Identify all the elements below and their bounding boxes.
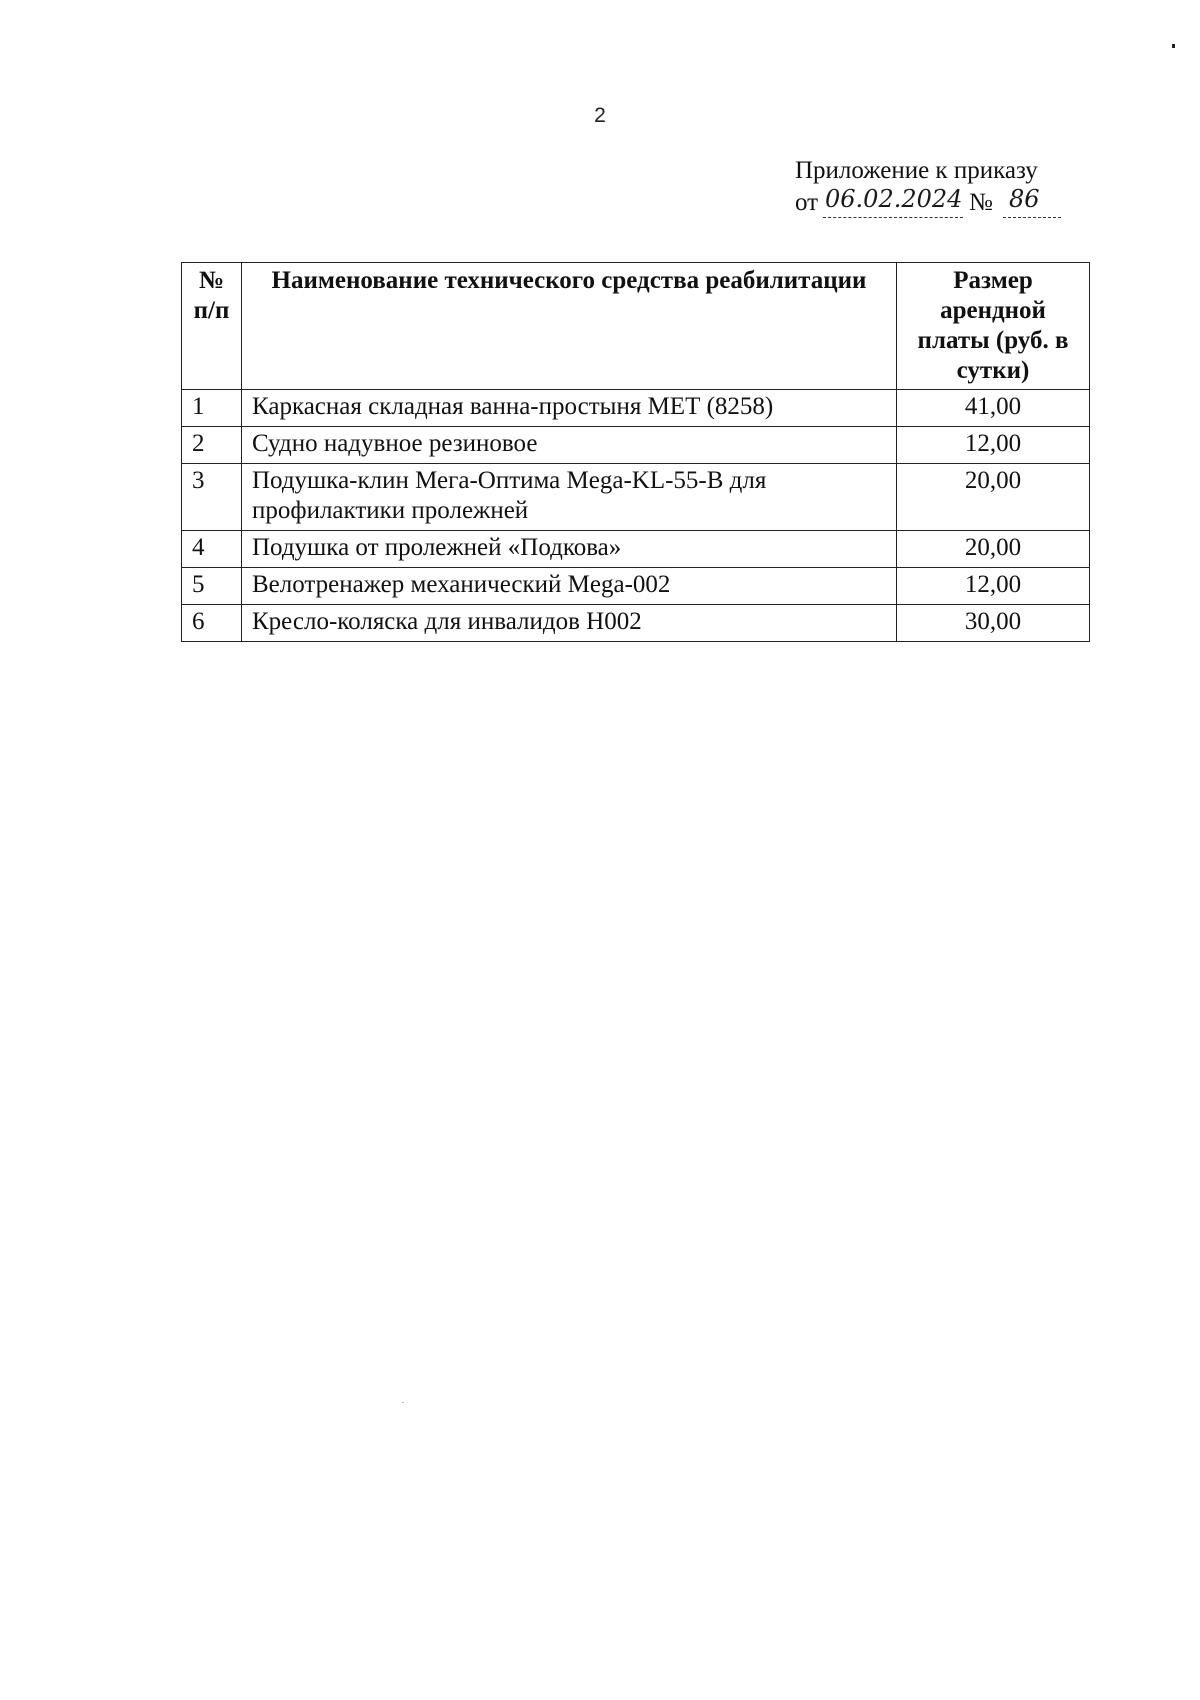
from-label: от [795,189,819,216]
row-name: Кресло-коляска для инвалидов H002 [242,605,897,642]
row-price: 30,00 [897,605,1090,642]
row-number: 6 [182,605,242,642]
row-name: Подушка-клин Мега-Оптима Mega-KL-55-B для профилактики пролежней [242,464,897,531]
row-number: 4 [182,531,242,568]
row-number: 2 [182,427,242,464]
header-number: № п/п [182,263,242,390]
row-name: Велотренажер механический Mega-002 [242,568,897,605]
row-number: 1 [182,390,242,427]
table-row [182,605,1090,642]
row-price: 41,00 [897,390,1090,427]
header-name: Наименование технического средства реабилитации [242,263,897,390]
row-price: 20,00 [897,464,1090,531]
table-header-row [182,263,1090,390]
row-number: 5 [182,568,242,605]
appendix-title: Приложение к приказу [795,157,1038,184]
handwritten-date: 06.02.2024 [825,185,963,213]
scan-speck [1172,44,1175,48]
appendix-heading [795,155,1038,221]
handwritten-number: 86 [1009,185,1040,213]
row-name: Каркасная складная ванна-простыня МЕТ (8258) [242,390,897,427]
row-name: Подушка от пролежней «Подкова» [242,531,897,568]
row-price: 12,00 [897,427,1090,464]
number-label: № [969,189,993,216]
row-name: Судно надувное резиновое [242,427,897,464]
appendix-order-line [795,187,1038,221]
row-price: 12,00 [897,568,1090,605]
table-row [182,531,1090,568]
table-row [182,390,1090,427]
date-underline [823,217,963,218]
table-row [182,427,1090,464]
row-number: 3 [182,464,242,531]
row-price: 20,00 [897,531,1090,568]
page-number: 2 [594,104,606,127]
number-underline [1003,217,1061,218]
scan-artifact [402,1402,404,1403]
table-row [182,464,1090,531]
header-price: Размер арендной платы (руб. в сутки) [897,263,1090,390]
rehabilitation-equipment-table [181,262,1090,642]
table-row [182,568,1090,605]
